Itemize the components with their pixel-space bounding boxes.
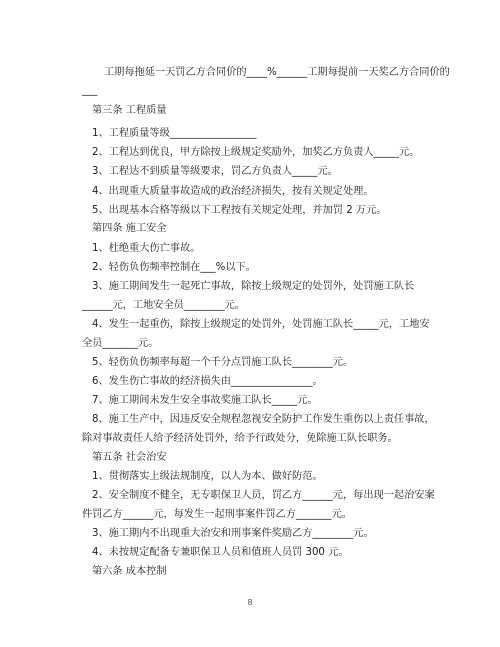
item-5-4: 4、未按规定配备专兼职保卫人员和值班人员罚 300 元。: [92, 547, 349, 558]
item-4-3: 3、施工期间发生一起死亡事故，除按上级规定的处罚外，处罚施工队长: [92, 281, 415, 292]
item-4-2: 2、轻伤负伤频率控制在___%以下。: [92, 262, 256, 273]
item-4-4-cont: 全员_______元。: [82, 338, 159, 349]
page-number: 8: [247, 598, 253, 607]
item-5-2-cont: 件罚乙方______元，每发生一起刑事案件罚乙方_______元。: [82, 509, 352, 520]
item-5-1: 1、贯彻落实上级法规制度，以人为本、做好防范。: [92, 471, 323, 482]
item-4-4: 4、发生一起重伤，除按上级规定的处罚外，处罚施工队长_____元，工地安: [92, 319, 430, 330]
item-4-3-cont: ______元，工地安全员________元。: [82, 300, 245, 311]
item-4-5: 5、轻伤负伤频率每超一个千分点罚施工队长________元。: [92, 357, 354, 368]
item-4-8: 8、施工生产中，因违反安全规程忽视安全防护工作发生重伤以上责任事故，: [92, 414, 435, 425]
item-5-3: 3、施工期内不出现重大治安和刑事案件奖励乙方________元。: [92, 528, 374, 539]
line-overtime-penalty-cont: ___: [82, 85, 98, 96]
item-4-8-cont: 除对事故责任人给予经济处罚外，给予行政处分，免除施工队长职务。: [82, 433, 398, 444]
heading-article-6: 第六条 成本控制: [92, 566, 167, 577]
item-4-7: 7、施工期间未发生安全事故奖施工队长_____元。: [92, 395, 318, 406]
item-4-6: 6、发生伤亡事故的经济损失由________________。: [92, 376, 323, 387]
item-3-4: 4、出现重大质量事故造成的政治经济损失，按有关规定处理。: [92, 186, 374, 197]
item-3-2: 2、工程达到优良，甲方除按上级规定奖励外，加奖乙方负责人_____元。: [92, 147, 420, 158]
heading-article-3: 第三条 工程质量: [92, 105, 167, 116]
item-3-1: 1、工程质量等级_________________: [92, 128, 257, 139]
heading-article-5: 第五条 社会治安: [92, 452, 167, 463]
heading-article-4: 第四条 施工安全: [92, 223, 167, 234]
item-3-5: 5、出现基本合格等级以下工程按有关规定处理，并加罚 2 万元。: [92, 205, 387, 216]
item-4-1: 1、杜绝重大伤亡事故。: [92, 243, 201, 254]
item-3-3: 3、工程达不到质量等级要求，罚乙方负责人_____元。: [92, 166, 338, 177]
line-overtime-penalty: 工期每拖延一天罚乙方合同价的____%______工期每提前一天奖乙方合同价的: [104, 67, 450, 78]
item-5-2: 2、安全制度不健全，无专职保卫人员，罚乙方______元，每出现一起治安案: [92, 490, 435, 501]
